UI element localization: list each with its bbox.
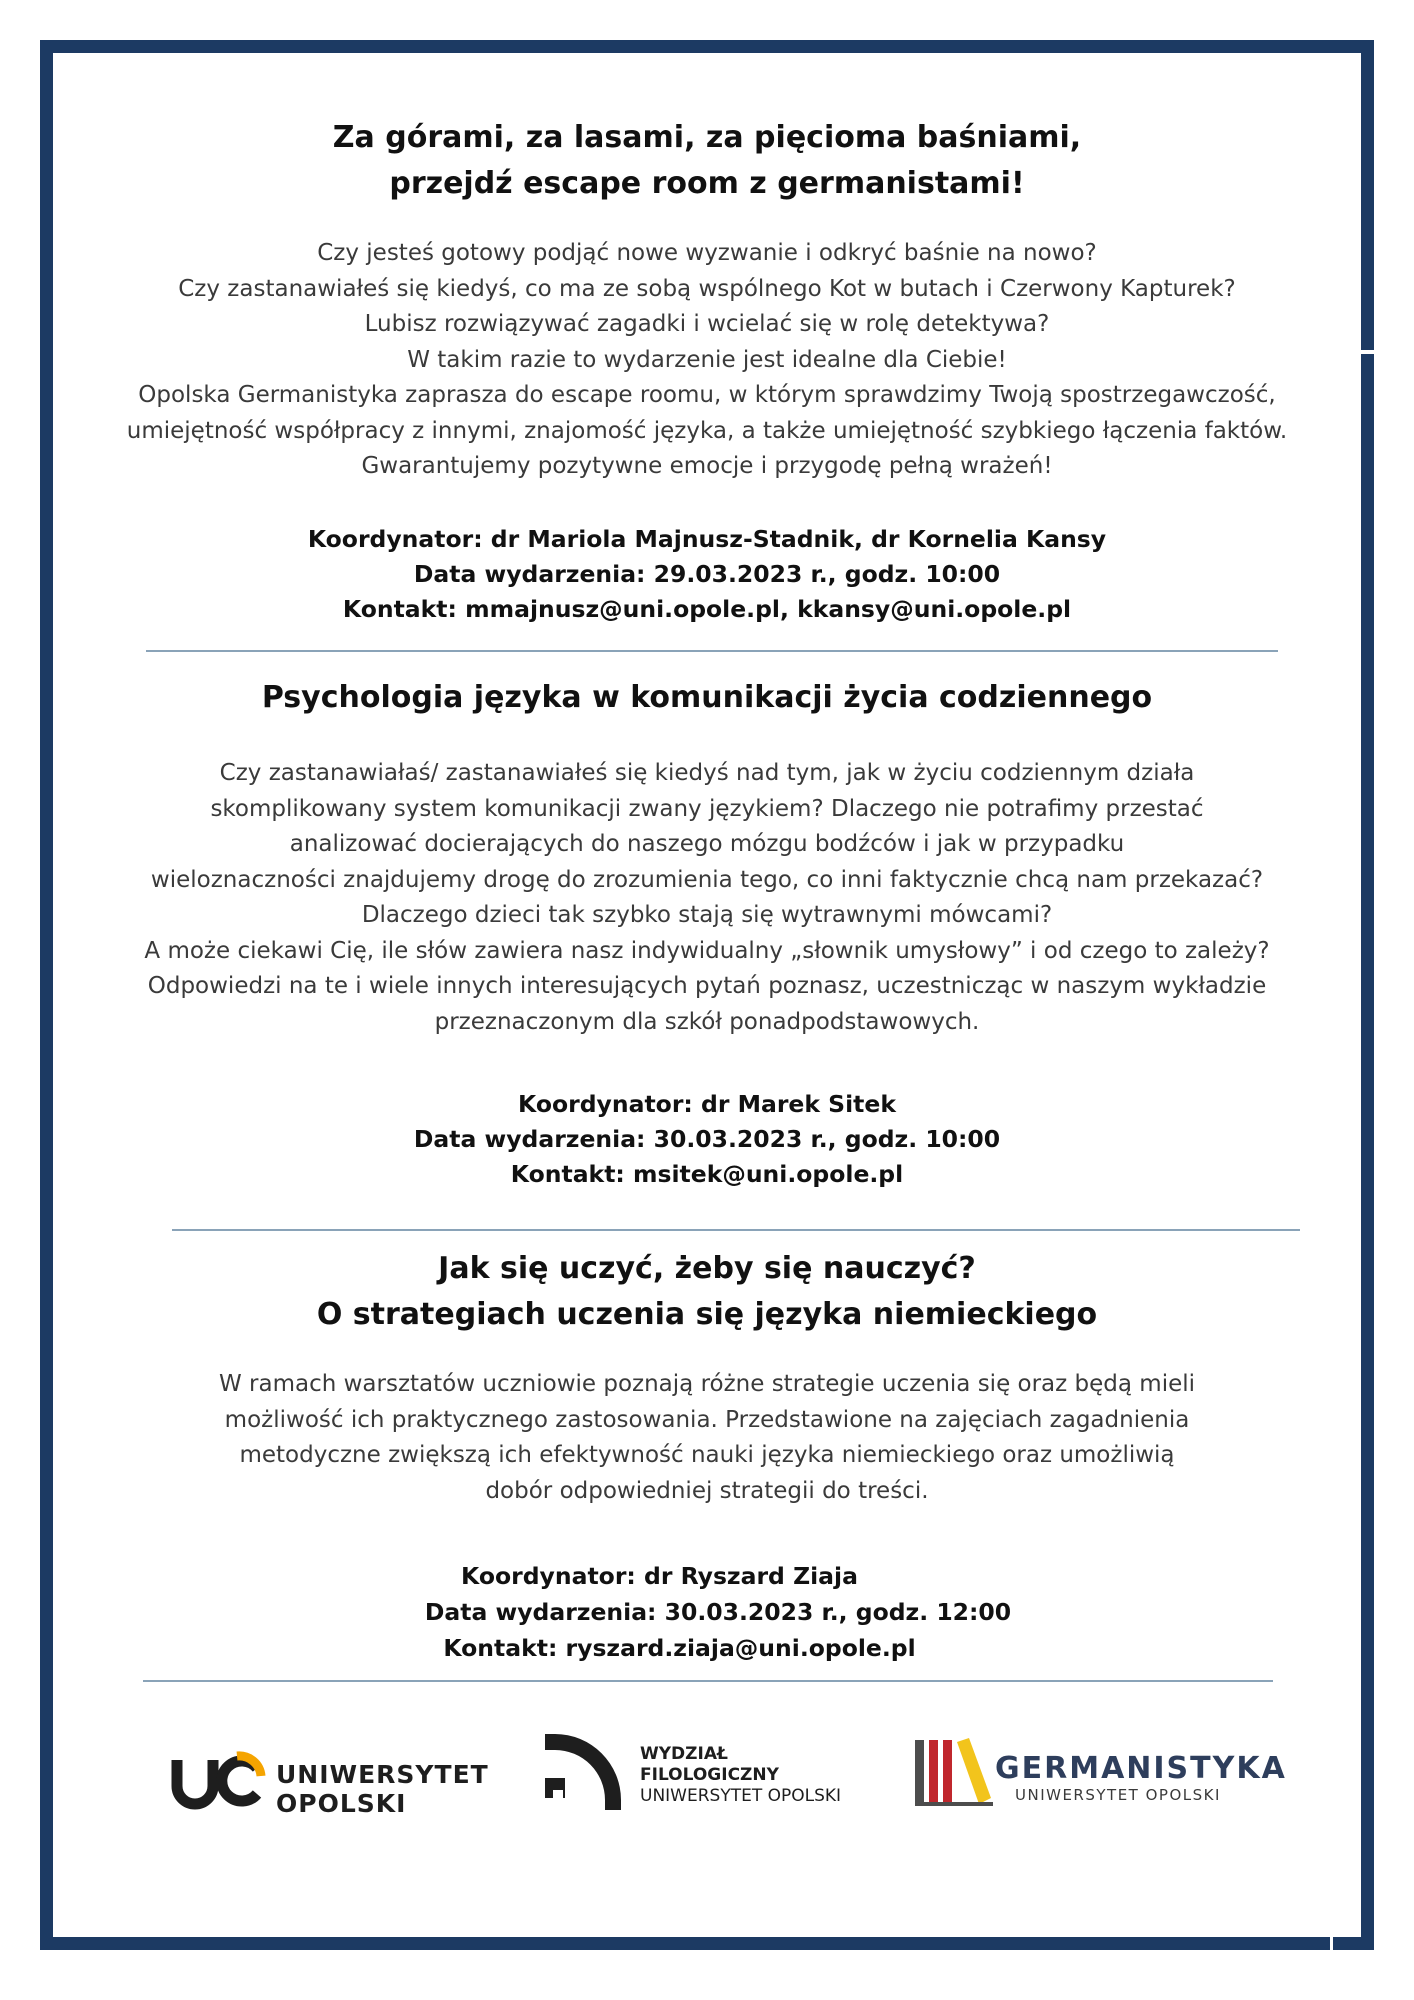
- section-divider: [143, 1680, 1273, 1682]
- section-divider: [146, 650, 1278, 652]
- section-2-title: Psychologia języka w komunikacji życia codziennego: [261, 680, 1153, 715]
- section-1-details: [0, 522, 1414, 627]
- coordinator: Koordynator: dr Ryszard Ziaja: [461, 1562, 858, 1590]
- wf-mark-icon: [545, 1734, 625, 1812]
- contact: Kontakt: msitek@uni.opole.pl: [510, 1160, 904, 1188]
- germanistyka-logo: [915, 1738, 1287, 1818]
- section-1-title: Za górami, za lasami, za pięcioma baśniami, przejdź escape room z germanistami!: [332, 120, 1082, 201]
- books-icon: [915, 1738, 993, 1808]
- section-divider: [172, 1229, 1300, 1231]
- footer-logos: [0, 1730, 1414, 1830]
- contact: Kontakt: mmajnusz@uni.opole.pl, kkansy@uni.opole.pl: [342, 595, 1072, 623]
- section-1-description: Czy jesteś gotowy podjąć nowe wyzwanie i odkryć baśnie na nowo? Czy zastanawiałeś się kiedyś, co ma ze sobą wspólnego Kot w butach i Czerwony Kapturek? Lubisz rozwiązywać zagadki i wcielać się w rolę detektywa? W takim razie to wydarzenie jest idealne dla Ciebie! Opolska Germanistyka zaprasza do escape roomu, w którym sprawdzimy Twoją spostrzegawczość, umiejętność współpracy z innymi, znajomość języka, a także umiejętność szybkiego łączenia faktów. Gwarantujemy pozytywne emocje i przygodę pełną wrażeń!: [126, 240, 1288, 479]
- event-date: Data wydarzenia: 29.03.2023 r., godz. 10:00: [413, 560, 1001, 588]
- section-3-title: Jak się uczyć, żeby się nauczyć? O strategiach uczenia się języka niemieckiego: [316, 1251, 1098, 1332]
- event-date: Data wydarzenia: 30.03.2023 r., godz. 10:00: [413, 1125, 1001, 1153]
- germanistyka-wordmark: GERMANISTYKA: [995, 1751, 1287, 1786]
- section-2-details: [0, 1087, 1414, 1192]
- uo-wordmark: UNIWERSYTET OPOLSKI: [276, 1760, 489, 1818]
- border-gap: [1330, 1937, 1333, 1950]
- section-3-details: [0, 1558, 1414, 1666]
- section-3-description: W ramach warsztatów uczniowie poznają różne strategie uczenia się oraz będą mieli możliwość ich praktycznego zastosowania. Przedstawione na zajęciach zagadnienia metodyczne zwiększą ich efektywność nauki języka niemieckiego oraz umożliwią dobór odpowiedniej strategii do treści.: [218, 1371, 1196, 1504]
- section-2-description: Czy zastanawiałaś/ zastanawiałeś się kiedyś nad tym, jak w życiu codziennym działa skomplikowany system komunikacji zwany językiem? Dlaczego nie potrafimy przestać analizować docierających do naszego mózgu bodźców i jak w przypadku wieloznaczności znajdujemy drogę do zrozumienia tego, co inni faktycznie chcą nam przekazać? Dlaczego dzieci tak szybko stają się wytrawnymi mówcami? A może ciekawi Cię, ile słów zawiera nasz indywidualny „słownik umysłowy” i od czego to zależy? Odpowiedzi na te i wiele innych interesujących pytań poznasz, uczestnicząc w naszym wykładzie przeznaczonym dla szkół ponadpodstawowych.: [144, 760, 1270, 1035]
- wydzial-filologiczny-logo: [545, 1734, 875, 1822]
- wf-wordmark: WYDZIAŁ FILOLOGICZNY UNIWERSYTET OPOLSKI: [640, 1744, 842, 1806]
- uniwersytet-opolski-logo: [171, 1746, 491, 1826]
- coordinator: Koordynator: dr Mariola Majnusz-Stadnik, dr Kornelia Kansy: [307, 525, 1107, 553]
- contact: Kontakt: ryszard.ziaja@uni.opole.pl: [443, 1634, 916, 1662]
- coordinator: Koordynator: dr Marek Sitek: [518, 1090, 896, 1118]
- germanistyka-subtitle: UNIWERSYTET OPOLSKI: [1015, 1786, 1221, 1804]
- event-date: Data wydarzenia: 30.03.2023 r., godz. 12:00: [424, 1598, 1012, 1626]
- uo-mark-icon: [171, 1746, 266, 1810]
